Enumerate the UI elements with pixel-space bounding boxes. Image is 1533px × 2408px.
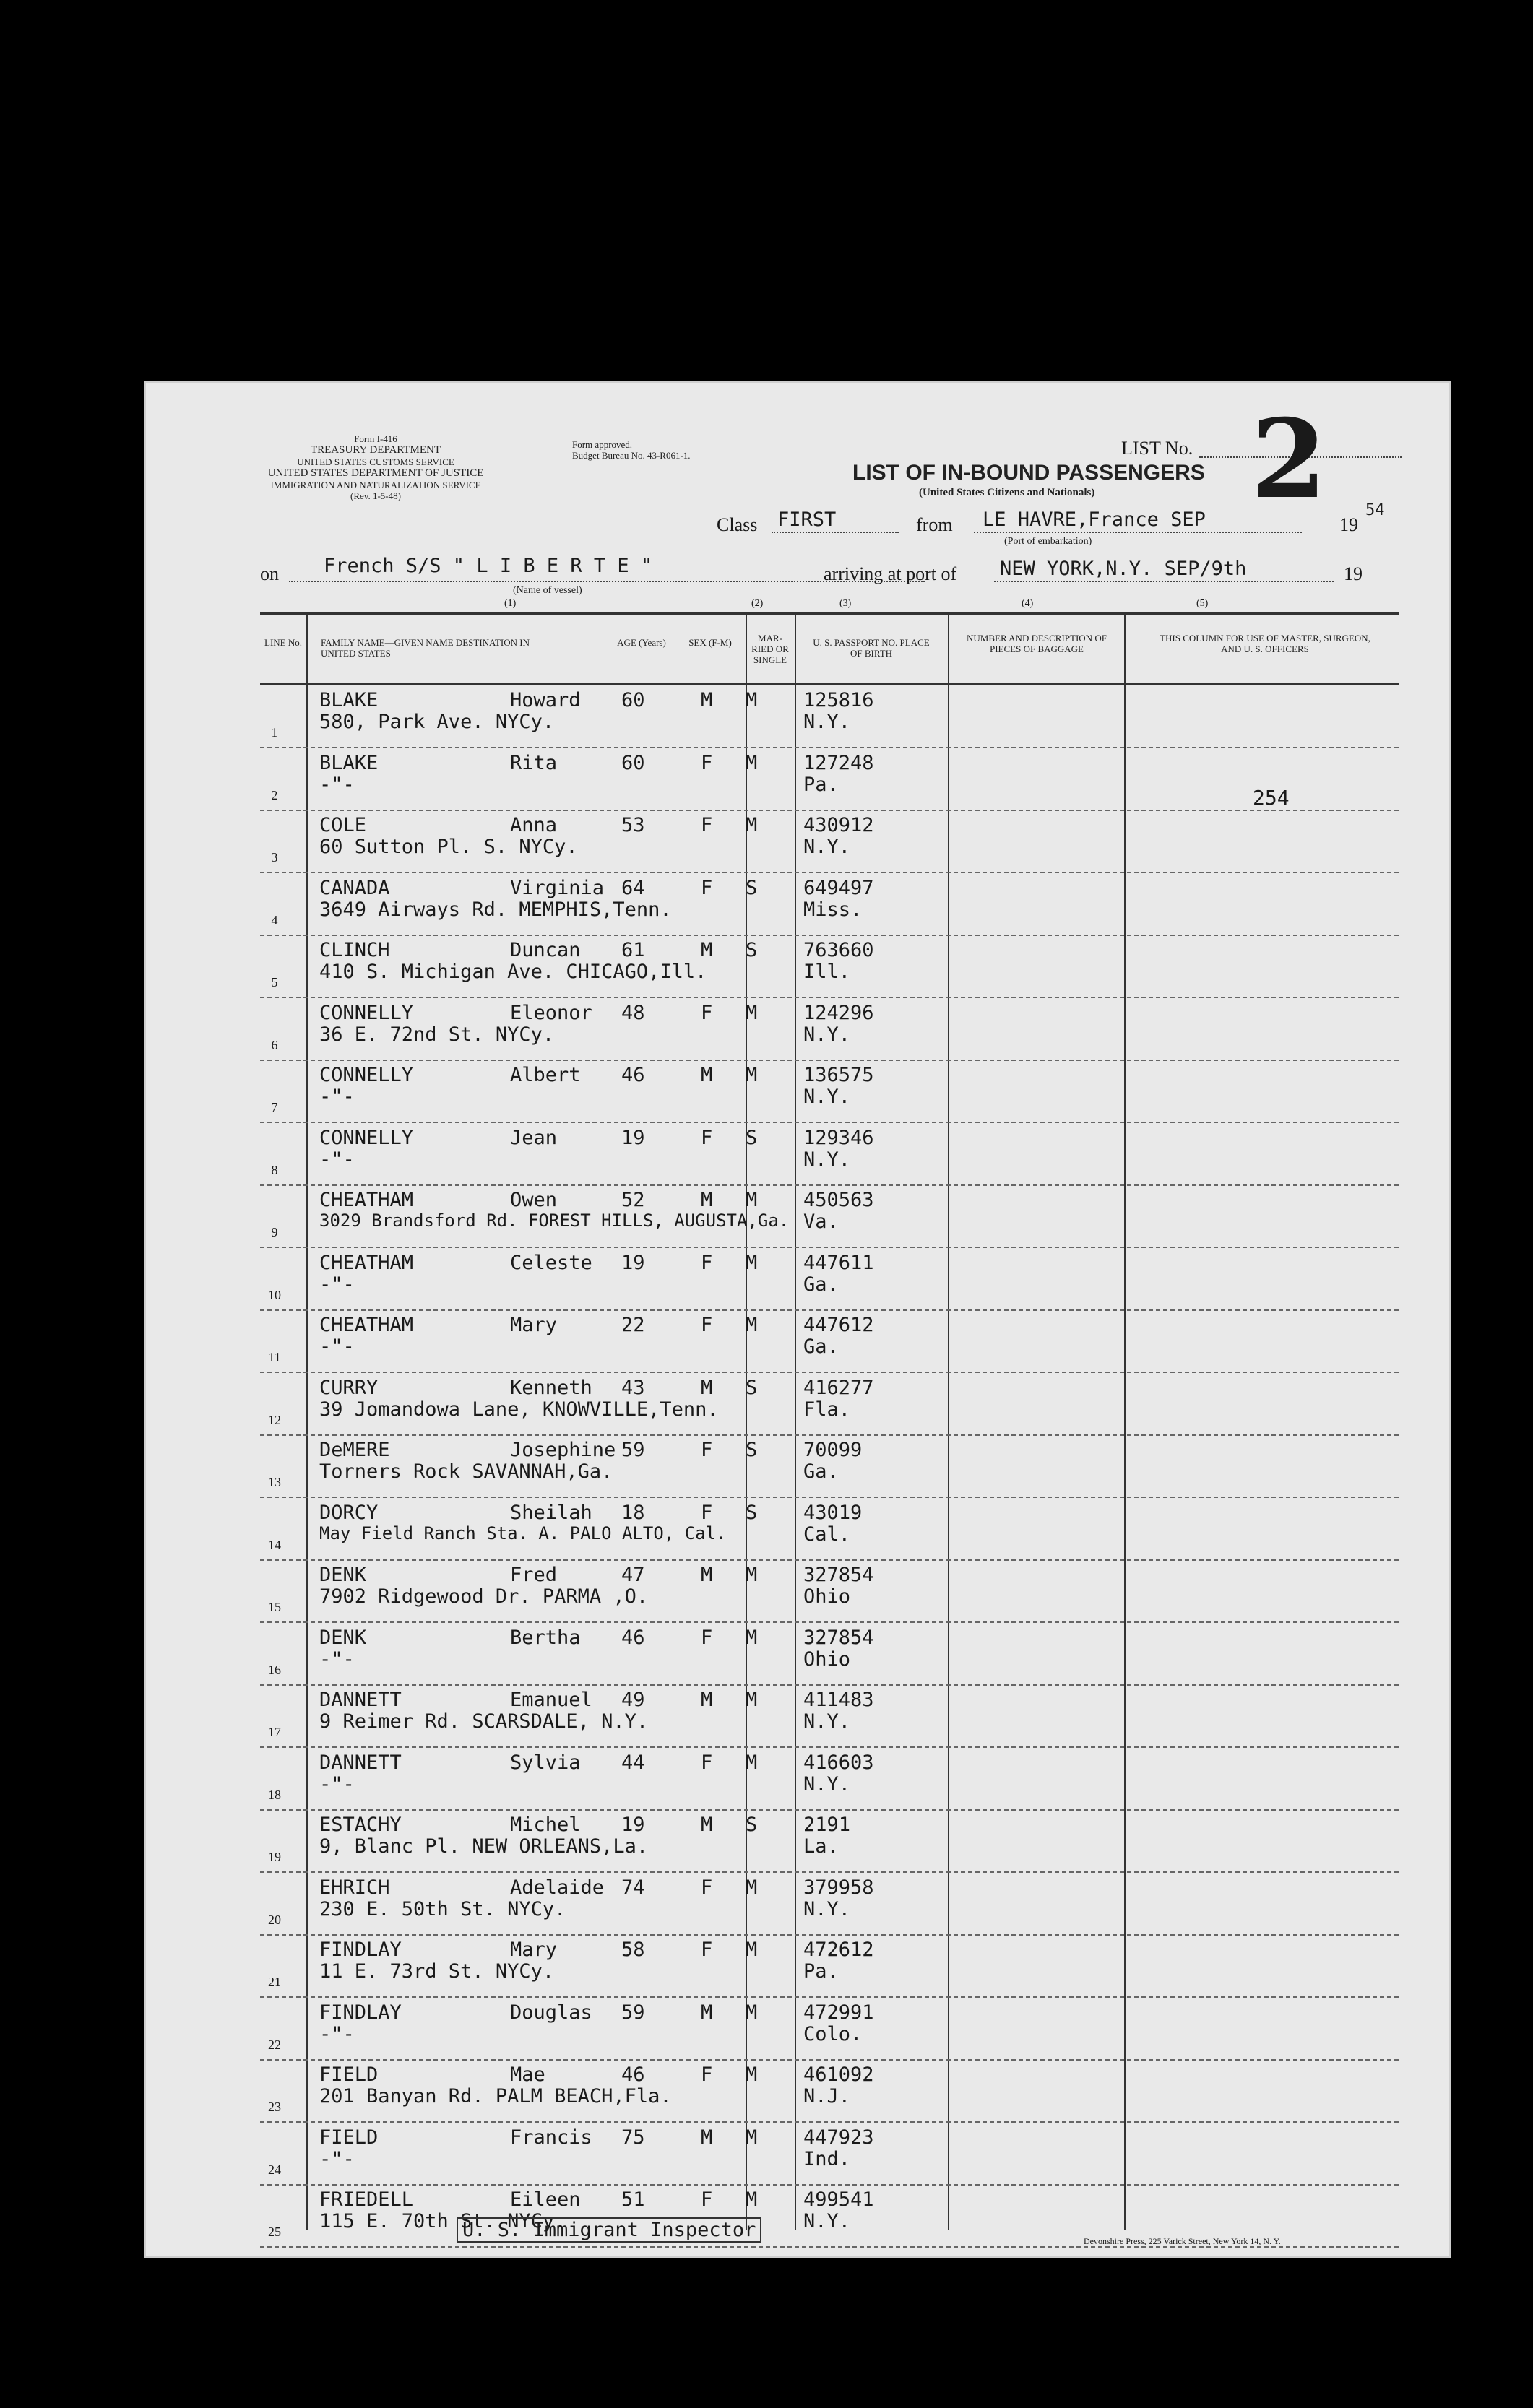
age: 53 (621, 814, 645, 836)
destination: 201 Banyan Rd. PALM BEACH,Fla. (319, 2085, 672, 2108)
line-number: 10 (268, 1287, 281, 1302)
officer-note: 254 (1253, 786, 1290, 810)
passport-number: 70099 (803, 1439, 863, 1461)
family-name: BLAKE (319, 689, 379, 711)
given-name: Jean (510, 1126, 558, 1149)
given-name: Michel (510, 1814, 581, 1836)
family-name: FIELD (319, 2063, 379, 2086)
marital-status: M (746, 1626, 758, 1649)
col-num-2: (2) (751, 598, 764, 609)
passenger-row (144, 874, 1399, 936)
passport-number: 447611 (803, 1251, 874, 1274)
sex: F (701, 876, 713, 899)
line-number: 9 (271, 1225, 278, 1239)
passenger-row (144, 2123, 1399, 2186)
col-header-baggage: NUMBER AND DESCRIPTION OF PIECES OF BAGGAGE (967, 633, 1107, 654)
family-name: DENK (319, 1626, 367, 1649)
age: 43 (621, 1376, 645, 1399)
class-value: FIRST (777, 508, 837, 531)
age: 49 (621, 1689, 645, 1711)
destination: 230 E. 50th St. NYCy. (319, 1897, 566, 1920)
passport-number: 430912 (803, 814, 874, 836)
marital-status: M (746, 1564, 758, 1586)
family-name: CONNELLY (319, 1001, 414, 1024)
sex: M (701, 1064, 713, 1086)
place-of-birth: Fla. (803, 1398, 851, 1421)
justice-dept: UNITED STATES DEPARTMENT OF JUSTICE (267, 467, 484, 479)
marital-status: M (746, 2126, 758, 2149)
destination: 39 Jomandowa Lane, KNOWVILLE,Tenn. (319, 1398, 719, 1421)
place-of-birth: N.J. (803, 2085, 851, 2108)
passport-number: 327854 (803, 1564, 874, 1586)
family-name: COLE (319, 814, 367, 836)
given-name: Sylvia (510, 1751, 581, 1774)
age: 75 (621, 2126, 645, 2149)
marital-status: M (746, 751, 758, 774)
passport-number: 763660 (803, 939, 874, 961)
line-number: 11 (268, 1350, 281, 1364)
revision: (Rev. 1-5-48) (350, 490, 401, 501)
sex: F (701, 1751, 713, 1774)
place-of-birth: Ga. (803, 1273, 839, 1296)
passport-number: 649497 (803, 876, 874, 899)
line-number: 1 (271, 725, 278, 740)
place-of-birth: N.Y. (803, 1710, 851, 1733)
age: 59 (621, 2001, 645, 2024)
marital-status: M (746, 1064, 758, 1086)
family-name: DENK (319, 1564, 367, 1586)
marital-status: M (746, 1689, 758, 1711)
printer-credit: Devonshire Press, 225 Varick Street, New York 14, N. Y. (1084, 2236, 1281, 2246)
col-header-officers: THIS COLUMN FOR USE OF MASTER, SURGEON, AND U. S. OFFICERS (1160, 633, 1370, 654)
given-name: Rita (510, 751, 558, 774)
family-name: CHEATHAM (319, 1251, 414, 1274)
age: 60 (621, 751, 645, 774)
age: 22 (621, 1314, 645, 1336)
age: 46 (621, 1064, 645, 1086)
col-header-married: MAR-RIED OR SINGLE (751, 633, 789, 665)
age: 46 (621, 1626, 645, 1649)
class-line (772, 532, 899, 533)
line-number: 13 (268, 1475, 281, 1489)
given-name: Adelaide (510, 1876, 605, 1899)
destination: 7902 Ridgewood Dr. PARMA ,O. (319, 1585, 649, 1608)
place-of-birth: Ind. (803, 2147, 851, 2170)
place-of-birth: Va. (803, 1211, 839, 1233)
line-number: 17 (268, 1725, 281, 1739)
given-name: Duncan (510, 939, 581, 961)
sex: M (701, 689, 713, 711)
line-number: 3 (271, 850, 278, 865)
sex: F (701, 1314, 713, 1336)
page-title: LIST OF IN-BOUND PASSENGERS (852, 461, 1205, 485)
passport-number: 499541 (803, 2188, 874, 2211)
destination: -"- (319, 1772, 355, 1796)
passport-number: 136575 (803, 1064, 874, 1086)
destination: 60 Sutton Pl. S. NYCy. (319, 836, 578, 858)
age: 60 (621, 689, 645, 711)
table-top-rule (260, 612, 1399, 615)
passenger-row (144, 749, 1399, 811)
marital-status: S (746, 1439, 758, 1461)
passport-number: 124296 (803, 1001, 874, 1024)
given-name: Bertha (510, 1626, 581, 1649)
from-value: LE HAVRE,France SEP (983, 508, 1206, 531)
sex: F (701, 1439, 713, 1461)
year-prefix: 19 (1339, 514, 1358, 535)
place-of-birth: N.Y. (803, 711, 851, 733)
col-header-passport: U. S. PASSPORT NO. PLACE OF BIRTH (813, 637, 930, 659)
vessel-caption: (Name of vessel) (513, 585, 582, 596)
family-name: CONNELLY (319, 1064, 414, 1086)
line-number: 18 (268, 1787, 281, 1802)
form-number: Form I-416 (354, 433, 397, 444)
place-of-birth: N.Y. (803, 1148, 851, 1171)
passport-number: 411483 (803, 1689, 874, 1711)
age: 61 (621, 939, 645, 961)
passport-number: 447923 (803, 2126, 874, 2149)
col-header-line: LINE No. (264, 637, 302, 648)
on-label: on (260, 563, 279, 584)
sex: F (701, 1939, 713, 1961)
sex: F (701, 1626, 713, 1649)
agency-block (246, 433, 506, 501)
passport-number: 379958 (803, 1876, 874, 1899)
destination: 3649 Airways Rd. MEMPHIS,Tenn. (319, 898, 672, 921)
given-name: Douglas (510, 2001, 592, 2024)
sex: M (701, 1689, 713, 1711)
given-name: Howard (510, 689, 581, 711)
destination: 11 E. 73rd St. NYCy. (319, 1960, 555, 1983)
family-name: CHEATHAM (319, 1314, 414, 1336)
place-of-birth: Miss. (803, 898, 863, 921)
destination: -"- (319, 2147, 355, 2170)
age: 59 (621, 1439, 645, 1461)
place-of-birth: N.Y. (803, 2210, 851, 2232)
passport-number: 129346 (803, 1126, 874, 1149)
family-name: FRIEDELL (319, 2188, 414, 2211)
sex: F (701, 1876, 713, 1899)
marital-status: M (746, 1189, 758, 1211)
destination: Torners Rock SAVANNAH,Ga. (319, 1460, 613, 1483)
given-name: Eleonor (510, 1001, 592, 1024)
line-number: 12 (268, 1412, 281, 1427)
passenger-row (144, 1749, 1399, 1811)
place-of-birth: N.Y. (803, 1772, 851, 1796)
inspector-label: U. S. Immigrant Inspector (457, 2217, 761, 2243)
year-suffix: 54 (1365, 501, 1385, 519)
marital-status: S (746, 939, 758, 961)
place-of-birth: Cal. (803, 1523, 851, 1546)
sex: M (701, 1814, 713, 1836)
arriving-label: arriving at port of (824, 563, 957, 584)
destination: 9, Blanc Pl. NEW ORLEANS,La. (319, 1835, 649, 1858)
budget-bureau: Budget Bureau No. 43-R061-1. (572, 450, 691, 461)
sex: F (701, 751, 713, 774)
passenger-row (144, 1436, 1399, 1498)
passport-number: 43019 (803, 1501, 863, 1524)
passport-number: 125816 (803, 689, 874, 711)
destination: 410 S. Michigan Ave. CHICAGO,Ill. (319, 961, 707, 983)
place-of-birth: N.Y. (803, 1086, 851, 1108)
passenger-row (144, 1311, 1399, 1373)
given-name: Sheilah (510, 1501, 592, 1524)
place-of-birth: Ohio (803, 1647, 851, 1671)
col-num-3: (3) (839, 598, 852, 609)
given-name: Anna (510, 814, 558, 836)
age: 52 (621, 1189, 645, 1211)
col-header-sex: SEX (F-M) (688, 637, 732, 648)
page-subtitle: (United States Citizens and Nationals) (919, 487, 1095, 498)
form-approved: Form approved. (572, 439, 633, 450)
family-name: CLINCH (319, 939, 390, 961)
destination: -"- (319, 1647, 355, 1671)
passenger-row (144, 1874, 1399, 1936)
header-bottom-rule (260, 683, 1399, 685)
passport-number: 447612 (803, 1314, 874, 1336)
line-number: 7 (271, 1100, 278, 1114)
col-header-family: FAMILY NAME—GIVEN NAME DESTINATION IN UNITED STATES (321, 637, 530, 659)
passport-number: 472991 (803, 2001, 874, 2024)
passenger-row (144, 1249, 1399, 1311)
passenger-row (144, 1936, 1399, 1998)
line-number: 6 (271, 1037, 278, 1052)
age: 48 (621, 1001, 645, 1024)
marital-status: S (746, 1501, 758, 1524)
passenger-row (144, 686, 1399, 748)
sex: M (701, 1189, 713, 1211)
age: 19 (621, 1126, 645, 1149)
destination: 3029 Brandsford Rd. FOREST HILLS, AUGUSTA,Ga. (319, 1211, 790, 1231)
passport-number: 327854 (803, 1626, 874, 1649)
given-name: Josephine (510, 1439, 616, 1461)
given-name: Mary (510, 1939, 558, 1961)
place-of-birth: Ill. (803, 961, 851, 983)
place-of-birth: N.Y. (803, 836, 851, 858)
marital-status: M (746, 1939, 758, 1961)
passport-number: 472612 (803, 1939, 874, 1961)
place-of-birth: Ga. (803, 1460, 839, 1483)
age: 64 (621, 876, 645, 899)
age: 44 (621, 1751, 645, 1774)
given-name: Eileen (510, 2188, 581, 2211)
marital-status: M (746, 2063, 758, 2086)
line-number: 22 (268, 2037, 281, 2052)
from-line (974, 532, 1302, 533)
family-name: FIELD (319, 2126, 379, 2149)
family-name: CHEATHAM (319, 1189, 414, 1211)
given-name: Kenneth (510, 1376, 592, 1399)
sex: M (701, 939, 713, 961)
sex: F (701, 2188, 713, 2211)
place-of-birth: N.Y. (803, 1023, 851, 1046)
given-name: Fred (510, 1564, 558, 1586)
marital-status: S (746, 1814, 758, 1836)
arrival-port: NEW YORK,N.Y. SEP/9th (1000, 558, 1247, 580)
line-number: 2 (271, 787, 278, 802)
list-number: 2 (1251, 396, 1327, 523)
sex: F (701, 1251, 713, 1274)
line-number: 19 (268, 1850, 281, 1864)
family-name: BLAKE (319, 751, 379, 774)
family-name: CONNELLY (319, 1126, 414, 1149)
family-name: FINDLAY (319, 2001, 402, 2024)
age: 47 (621, 1564, 645, 1586)
age: 19 (621, 1814, 645, 1836)
sex: F (701, 1126, 713, 1149)
passport-number: 2191 (803, 1814, 851, 1836)
line-number: 16 (268, 1662, 281, 1677)
class-label: Class (717, 514, 758, 535)
place-of-birth: Ohio (803, 1585, 851, 1608)
sex: M (701, 1564, 713, 1586)
sex: M (701, 2126, 713, 2149)
passenger-row (144, 1186, 1399, 1248)
passenger-row (144, 1811, 1399, 1873)
marital-status: M (746, 2188, 758, 2211)
passenger-row (144, 1374, 1399, 1436)
passenger-row (144, 2061, 1399, 2123)
line-number: 20 (268, 1912, 281, 1927)
col-header-age: AGE (Years) (617, 637, 666, 648)
sex: F (701, 814, 713, 836)
marital-status: M (746, 1251, 758, 1274)
place-of-birth: Pa. (803, 1960, 839, 1983)
age: 46 (621, 2063, 645, 2086)
sex: F (701, 1001, 713, 1024)
marital-status: M (746, 1001, 758, 1024)
passport-number: 461092 (803, 2063, 874, 2086)
place-of-birth: Ga. (803, 1335, 839, 1358)
list-no-label: LIST No. (1121, 438, 1193, 459)
given-name: Albert (510, 1064, 581, 1086)
sex: M (701, 1376, 713, 1399)
passenger-row (144, 1124, 1399, 1186)
destination: 36 E. 72nd St. NYCy. (319, 1023, 555, 1046)
sex: F (701, 1501, 713, 1524)
age: 19 (621, 1251, 645, 1274)
destination: 9 Reimer Rd. SCARSDALE, N.Y. (319, 1710, 649, 1733)
destination: -"- (319, 1086, 355, 1108)
year2-prefix: 19 (1344, 563, 1363, 584)
family-name: FINDLAY (319, 1939, 402, 1961)
passport-number: 127248 (803, 751, 874, 774)
sex: M (701, 2001, 713, 2024)
destination: May Field Ranch Sta. A. PALO ALTO, Cal. (319, 1523, 727, 1543)
marital-status: M (746, 1876, 758, 1899)
family-name: DORCY (319, 1501, 379, 1524)
place-of-birth: Pa. (803, 773, 839, 796)
destination: 115 E. 70th St. NYCy. (319, 2210, 566, 2232)
marital-status: M (746, 814, 758, 836)
marital-status: S (746, 1376, 758, 1399)
line-number: 21 (268, 1975, 281, 1989)
family-name: DeMERE (319, 1439, 390, 1461)
passport-number: 450563 (803, 1189, 874, 1211)
place-of-birth: La. (803, 1835, 839, 1858)
destination: -"- (319, 1148, 355, 1171)
sex: F (701, 2063, 713, 2086)
passenger-row (144, 1499, 1399, 1561)
passenger-row (144, 1061, 1399, 1123)
destination: -"- (319, 1335, 355, 1358)
customs-service: UNITED STATES CUSTOMS SERVICE (297, 456, 454, 467)
line-number: 14 (268, 1537, 281, 1552)
family-name: CURRY (319, 1376, 379, 1399)
arrival-line (994, 581, 1334, 582)
age: 51 (621, 2188, 645, 2211)
family-name: CANADA (319, 876, 390, 899)
col-num-5: (5) (1196, 598, 1209, 609)
passenger-row (144, 999, 1399, 1061)
line-number: 23 (268, 2100, 281, 2114)
marital-status: M (746, 1314, 758, 1336)
passport-number: 416603 (803, 1751, 874, 1774)
destination: -"- (319, 773, 355, 796)
given-name: Francis (510, 2126, 592, 2149)
col-num-4: (4) (1022, 598, 1034, 609)
given-name: Mary (510, 1314, 558, 1336)
marital-status: S (746, 876, 758, 899)
passenger-row (144, 1686, 1399, 1748)
age: 74 (621, 1876, 645, 1899)
line-number: 15 (268, 1600, 281, 1614)
treasury-dept: TREASURY DEPARTMENT (310, 444, 441, 456)
from-label: from (916, 514, 953, 535)
family-name: DANNETT (319, 1751, 402, 1774)
marital-status: S (746, 1126, 758, 1149)
family-name: ESTACHY (319, 1814, 402, 1836)
line-number: 8 (271, 1162, 278, 1177)
passenger-row (144, 936, 1399, 998)
passenger-row (144, 811, 1399, 873)
family-name: DANNETT (319, 1689, 402, 1711)
vessel-name: French S/S " L I B E R T E " (324, 555, 653, 577)
line-number: 4 (271, 912, 278, 927)
given-name: Virginia (510, 876, 605, 899)
marital-status: M (746, 2001, 758, 2024)
line-number: 24 (268, 2162, 281, 2177)
destination: 580, Park Ave. NYCy. (319, 711, 555, 733)
place-of-birth: N.Y. (803, 1897, 851, 1920)
marital-status: M (746, 1751, 758, 1774)
given-name: Mae (510, 2063, 545, 2086)
family-name: EHRICH (319, 1876, 390, 1899)
line-number: 25 (268, 2225, 281, 2239)
given-name: Owen (510, 1189, 558, 1211)
passport-number: 416277 (803, 1376, 874, 1399)
passenger-row (144, 1624, 1399, 1686)
approval-block (572, 439, 691, 461)
port-caption: (Port of embarkation) (1004, 536, 1092, 547)
destination: -"- (319, 1273, 355, 1296)
given-name: Celeste (510, 1251, 592, 1274)
age: 18 (621, 1501, 645, 1524)
destination: -"- (319, 2022, 355, 2045)
passenger-row (144, 1998, 1399, 2061)
ins-service: IMMIGRATION AND NATURALIZATION SERVICE (270, 480, 481, 490)
marital-status: M (746, 689, 758, 711)
place-of-birth: Colo. (803, 2022, 863, 2045)
passenger-row (144, 1561, 1399, 1623)
manifest-page (144, 381, 1451, 2258)
age: 58 (621, 1939, 645, 1961)
given-name: Emanuel (510, 1689, 592, 1711)
col-num-1: (1) (504, 598, 517, 609)
line-number: 5 (271, 975, 278, 989)
